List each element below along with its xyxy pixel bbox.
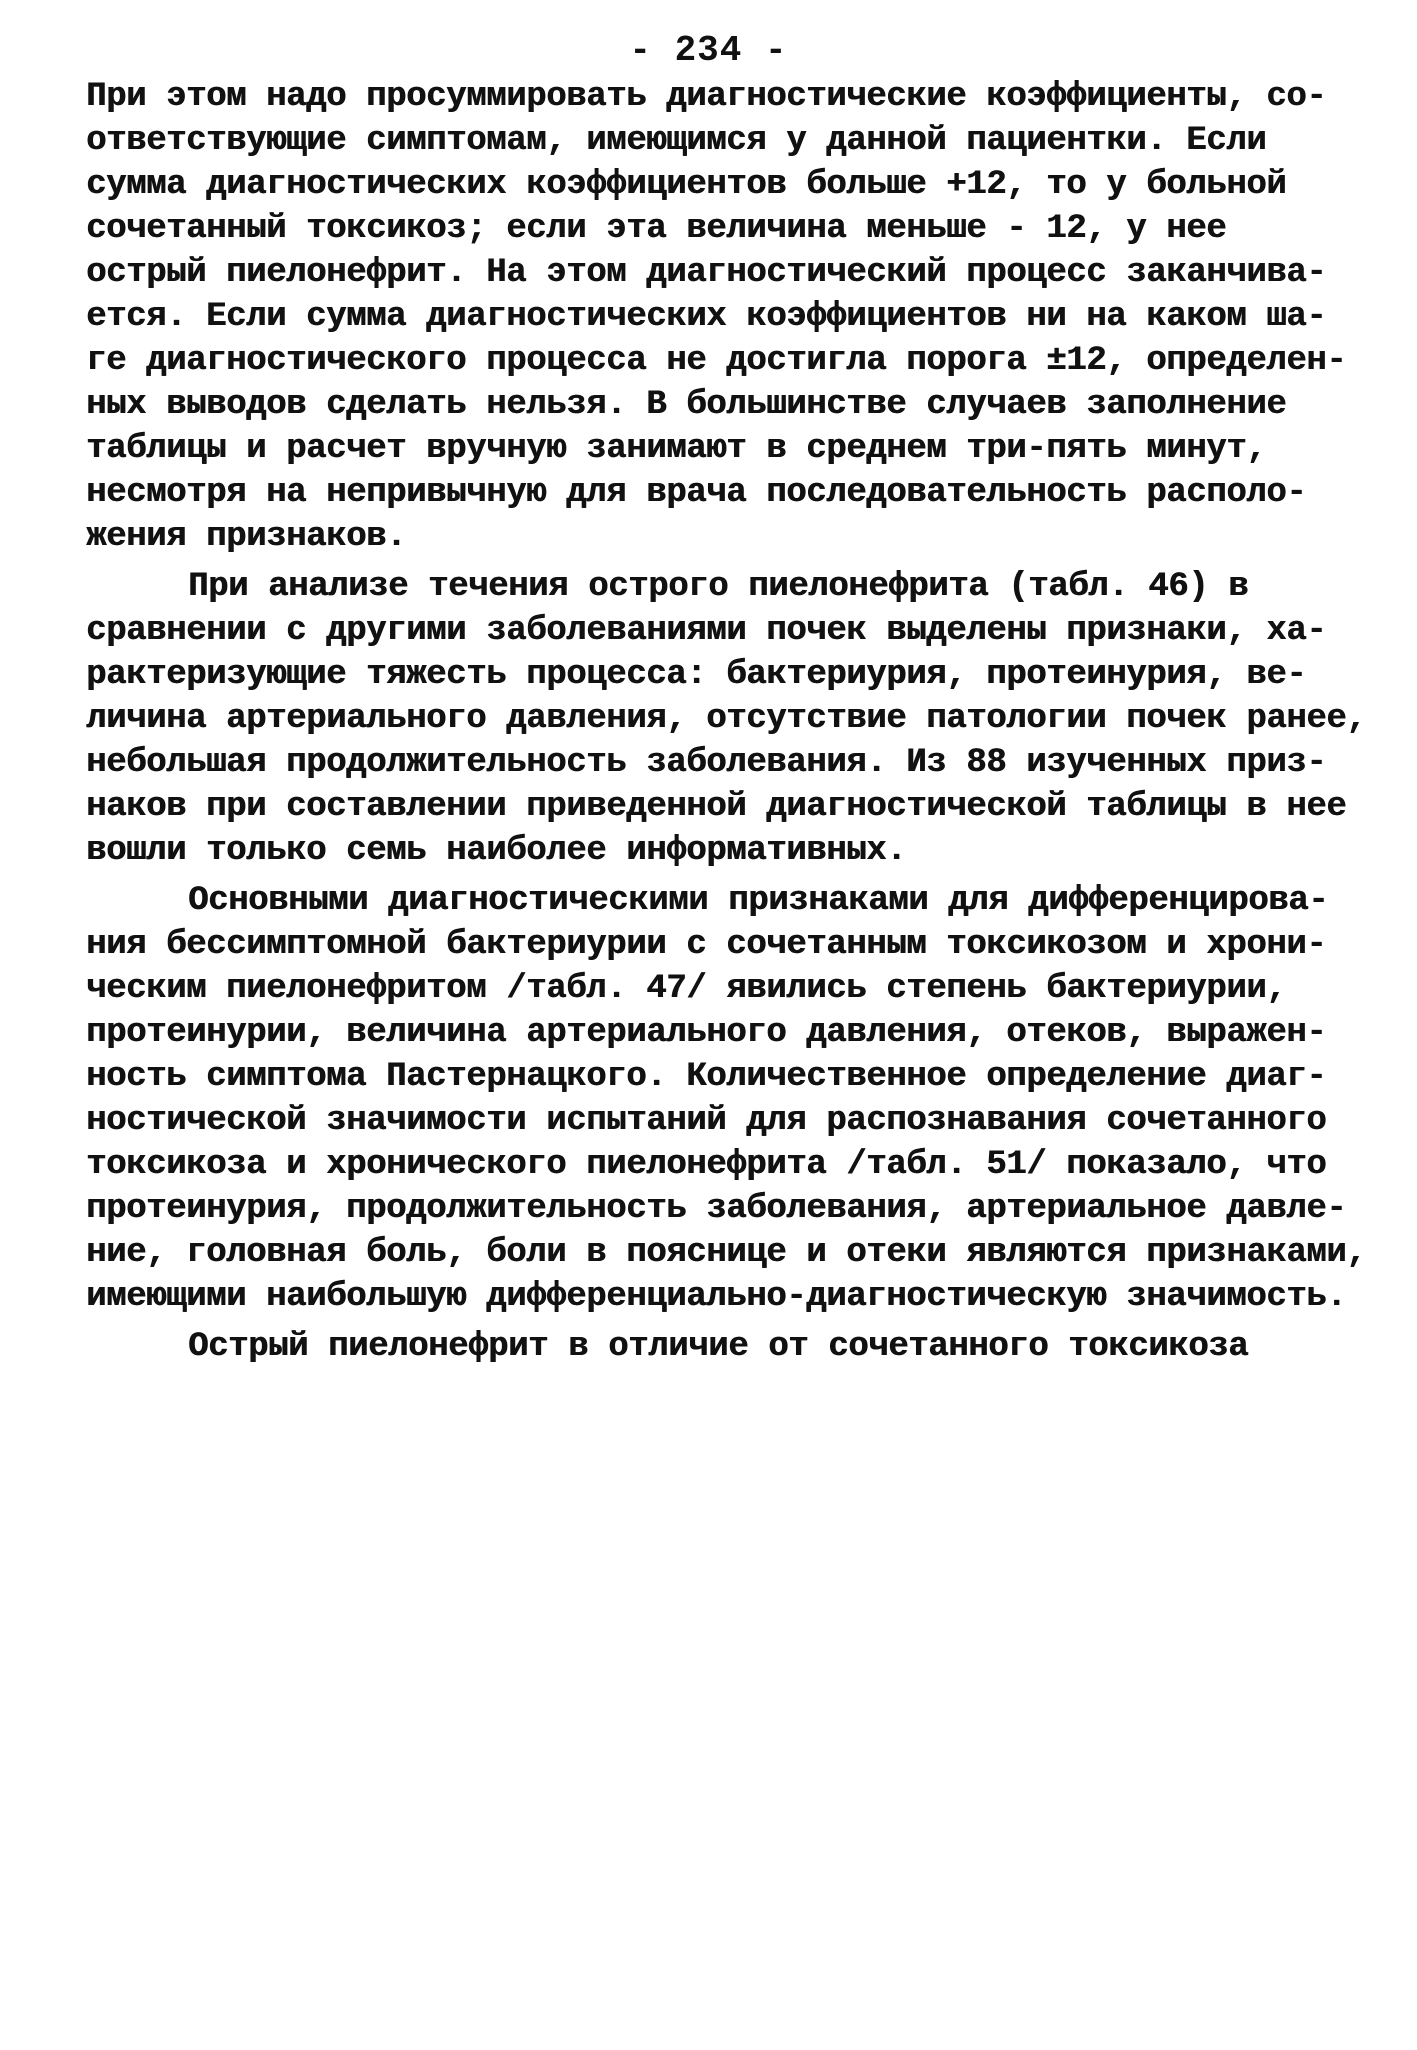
text-line: При этом надо просуммировать диагностические коэффициенты, со-: [86, 78, 1327, 116]
text-line: рактеризующие тяжесть процесса: бактериурия, протеинурия, ве-: [86, 656, 1307, 694]
text-line: имеющими наибольшую дифференциально-диагностическую значимость.: [86, 1278, 1347, 1316]
text-line: сочетанный токсикоз; если эта величина меньше - 12, у нее: [86, 210, 1227, 248]
paragraph-first-line: Острый пиелонефрит в отличие от сочетанного токсикоза: [188, 1328, 1249, 1366]
text-line: ческим пиелонефритом /табл. 47/ явились степень бактериурии,: [86, 970, 1287, 1008]
text-line: протеинурия, продолжительность заболевания, артериальное давле-: [86, 1190, 1347, 1228]
text-line: несмотря на непривычную для врача последовательность располо-: [86, 474, 1307, 512]
text-line: ге диагностического процесса не достигла порога ±12, определен-: [86, 342, 1347, 380]
text-line: острый пиелонефрит. На этом диагностический процесс заканчива-: [86, 254, 1327, 292]
text-line: сравнении с другими заболеваниями почек выделены признаки, ха-: [86, 612, 1327, 650]
text-line: протеинурии, величина артериального давления, отеков, выражен-: [86, 1014, 1327, 1052]
text-line: личина артериального давления, отсутствие патологии почек ранее,: [86, 700, 1367, 738]
text-line: токсикоза и хронического пиелонефрита /табл. 51/ показало, что: [86, 1146, 1327, 1184]
text-line: жения признаков.: [86, 518, 407, 556]
text-line: небольшая продолжительность заболевания. Из 88 изученных приз-: [86, 744, 1327, 782]
text-line: ность симптома Пастернацкого. Количественное определение диаг-: [86, 1058, 1327, 1096]
text-line: таблицы и расчет вручную занимают в среднем три-пять минут,: [86, 430, 1267, 468]
text-line: ответствующие симптомам, имеющимся у данной пациентки. Если: [86, 122, 1267, 160]
text-line: ния бессимптомной бактериурии с сочетанным токсикозом и хрони-: [86, 926, 1327, 964]
page-number: - 234 -: [629, 30, 788, 71]
text-line: ных выводов сделать нельзя. В большинстве случаев заполнение: [86, 386, 1287, 424]
paragraph-first-line: При анализе течения острого пиелонефрита (табл. 46) в: [188, 568, 1249, 606]
text-line: ностической значимости испытаний для распознавания сочетанного: [86, 1102, 1327, 1140]
text-line: ется. Если сумма диагностических коэффициентов ни на каком ша-: [86, 298, 1327, 336]
text-line: сумма диагностических коэффициентов больше +12, то у больной: [86, 166, 1287, 204]
text-line: наков при составлении приведенной диагностической таблицы в нее: [86, 788, 1347, 826]
text-line: вошли только семь наиболее информативных.: [86, 832, 907, 870]
text-line: ние, головная боль, боли в пояснице и отеки являются признаками,: [86, 1234, 1367, 1272]
paragraph-first-line: Основными диагностическими признаками для дифференцирова-: [188, 882, 1329, 920]
